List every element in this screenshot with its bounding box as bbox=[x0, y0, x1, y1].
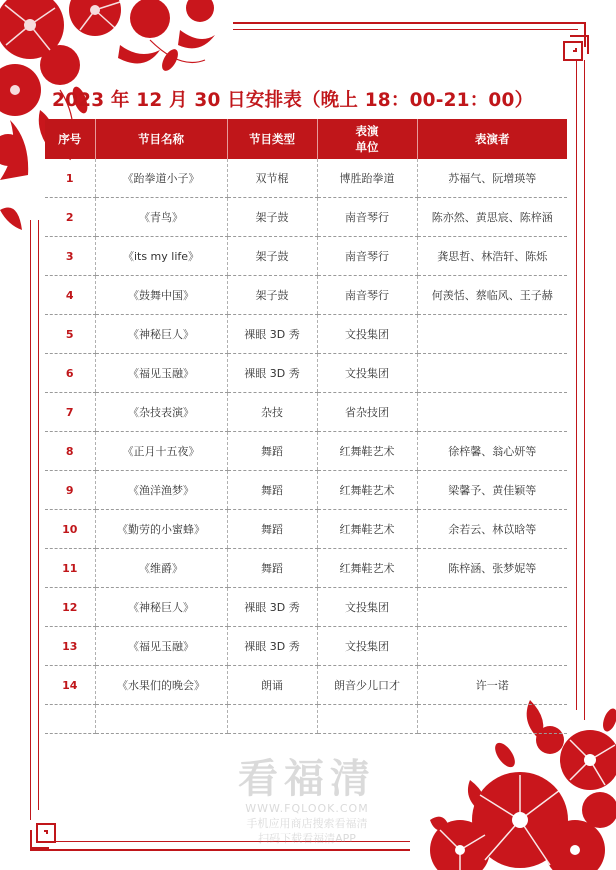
table-row bbox=[45, 276, 567, 315]
table-row bbox=[45, 393, 567, 432]
table-row bbox=[45, 549, 567, 588]
header-performers: 表演者 bbox=[417, 119, 567, 159]
cell-performers bbox=[417, 315, 567, 354]
cell-index: 11 bbox=[45, 549, 95, 588]
watermark-line-2: 扫码下载看福清APP bbox=[258, 832, 356, 845]
cell-program-type: 裸眼 3D 秀 bbox=[227, 354, 317, 393]
cell-program-name: 《维爵》 bbox=[95, 549, 227, 588]
cell-performers bbox=[417, 588, 567, 627]
cell-performing-unit: 文投集团 bbox=[317, 354, 417, 393]
corner-ornament-icon bbox=[27, 818, 61, 852]
watermark-brand: 看福清 bbox=[238, 756, 376, 802]
cell-performers bbox=[417, 354, 567, 393]
cell-program-name: 《神秘巨人》 bbox=[95, 315, 227, 354]
cell-program-name: 《青鸟》 bbox=[95, 198, 227, 237]
header-index: 序号 bbox=[45, 119, 95, 159]
cell-performers: 余若云、林苡晗等 bbox=[417, 510, 567, 549]
cell-performers: 徐梓馨、翁心妍等 bbox=[417, 432, 567, 471]
frame-line-top bbox=[233, 22, 585, 24]
page-title: 2023 年 12 月 30 日安排表（晚上 18：00-21：00） bbox=[52, 90, 534, 111]
table-row bbox=[45, 198, 567, 237]
table-row bbox=[45, 315, 567, 354]
cell-index: 10 bbox=[45, 510, 95, 549]
cell-performing-unit: 红舞鞋艺术 bbox=[317, 549, 417, 588]
cell-program-type: 舞蹈 bbox=[227, 471, 317, 510]
frame-line-top-inner bbox=[233, 29, 578, 30]
frame-line-bottom bbox=[30, 849, 410, 851]
table-row bbox=[45, 432, 567, 471]
cell-program-name: 《勤劳的小蜜蜂》 bbox=[95, 510, 227, 549]
cell-performing-unit: 文投集团 bbox=[317, 627, 417, 666]
cell-program-type: 裸眼 3D 秀 bbox=[227, 627, 317, 666]
cell-index: 8 bbox=[45, 432, 95, 471]
watermark-url: WWW.FQLOOK.COM bbox=[245, 802, 369, 815]
cell-performing-unit: 朗音少儿口才 bbox=[317, 666, 417, 705]
cell-program-type: 舞蹈 bbox=[227, 510, 317, 549]
cell-program-name: 《跆拳道小子》 bbox=[95, 159, 227, 198]
frame-line-right-outer bbox=[584, 60, 585, 720]
cell-index: 13 bbox=[45, 627, 95, 666]
cell-performers: 许一诺 bbox=[417, 666, 567, 705]
cell-index: 9 bbox=[45, 471, 95, 510]
cell-index: 6 bbox=[45, 354, 95, 393]
cell-index: 5 bbox=[45, 315, 95, 354]
cell-empty bbox=[95, 705, 227, 734]
cell-empty bbox=[317, 705, 417, 734]
cell-empty bbox=[417, 705, 567, 734]
cell-index: 1 bbox=[45, 159, 95, 198]
cell-program-type: 架子鼓 bbox=[227, 198, 317, 237]
cell-program-type: 裸眼 3D 秀 bbox=[227, 315, 317, 354]
table-row bbox=[45, 588, 567, 627]
cell-program-name: 《神秘巨人》 bbox=[95, 588, 227, 627]
corner-ornament-icon bbox=[560, 32, 592, 64]
table-row bbox=[45, 159, 567, 198]
cell-program-type: 架子鼓 bbox=[227, 276, 317, 315]
cell-performers: 苏福气、阮增瑛等 bbox=[417, 159, 567, 198]
cell-program-type: 舞蹈 bbox=[227, 432, 317, 471]
cell-performing-unit: 文投集团 bbox=[317, 315, 417, 354]
cell-performing-unit: 南音琴行 bbox=[317, 237, 417, 276]
cell-index: 4 bbox=[45, 276, 95, 315]
cell-program-type: 裸眼 3D 秀 bbox=[227, 588, 317, 627]
cell-performing-unit: 南音琴行 bbox=[317, 198, 417, 237]
cell-performing-unit: 红舞鞋艺术 bbox=[317, 432, 417, 471]
cell-program-name: 《鼓舞中国》 bbox=[95, 276, 227, 315]
cell-performing-unit: 红舞鞋艺术 bbox=[317, 471, 417, 510]
cell-program-type: 双节棍 bbox=[227, 159, 317, 198]
cell-program-name: 《渔洋渔梦》 bbox=[95, 471, 227, 510]
cell-performers: 梁馨予、黄佳颖等 bbox=[417, 471, 567, 510]
cell-program-name: 《福见玉融》 bbox=[95, 354, 227, 393]
cell-performing-unit: 红舞鞋艺术 bbox=[317, 510, 417, 549]
table-row bbox=[45, 354, 567, 393]
cell-performers: 龚思哲、林浩轩、陈烁 bbox=[417, 237, 567, 276]
cell-performers: 陈梓涵、张梦妮等 bbox=[417, 549, 567, 588]
cell-performers bbox=[417, 393, 567, 432]
cell-empty bbox=[45, 705, 95, 734]
cell-performing-unit: 博胜跆拳道 bbox=[317, 159, 417, 198]
cell-program-type: 朗诵 bbox=[227, 666, 317, 705]
cell-performers: 陈亦然、黄思宸、陈梓涵 bbox=[417, 198, 567, 237]
cell-program-type: 架子鼓 bbox=[227, 237, 317, 276]
frame-line-right-long bbox=[576, 60, 577, 710]
header-program-type: 节目类型 bbox=[227, 119, 317, 159]
cell-program-name: 《正月十五夜》 bbox=[95, 432, 227, 471]
table-row bbox=[45, 627, 567, 666]
cell-performing-unit: 文投集团 bbox=[317, 588, 417, 627]
cell-performers: 何羡恬、蔡临风、王子赫 bbox=[417, 276, 567, 315]
cell-performers bbox=[417, 627, 567, 666]
cell-index: 14 bbox=[45, 666, 95, 705]
frame-line-left bbox=[30, 220, 31, 820]
table-header-row bbox=[45, 119, 567, 159]
table-row-empty bbox=[45, 705, 567, 734]
cell-index: 7 bbox=[45, 393, 95, 432]
cell-index: 2 bbox=[45, 198, 95, 237]
table-row bbox=[45, 471, 567, 510]
cell-empty bbox=[227, 705, 317, 734]
frame-line-left-inner bbox=[38, 220, 39, 810]
watermark bbox=[222, 756, 392, 846]
cell-program-type: 杂技 bbox=[227, 393, 317, 432]
cell-index: 3 bbox=[45, 237, 95, 276]
cell-index: 12 bbox=[45, 588, 95, 627]
table-row bbox=[45, 237, 567, 276]
cell-program-name: 《杂技表演》 bbox=[95, 393, 227, 432]
cell-program-name: 《水果们的晚会》 bbox=[95, 666, 227, 705]
watermark-line-1: 手机应用商店搜索看福清 bbox=[246, 817, 368, 830]
cell-performing-unit: 省杂技团 bbox=[317, 393, 417, 432]
table-row bbox=[45, 666, 567, 705]
table-row bbox=[45, 510, 567, 549]
cell-performing-unit: 南音琴行 bbox=[317, 276, 417, 315]
cell-program-name: 《its my life》 bbox=[95, 237, 227, 276]
header-program-name: 节目名称 bbox=[95, 119, 227, 159]
header-performing-unit: 表演 单位 bbox=[317, 119, 417, 159]
cell-program-name: 《福见玉融》 bbox=[95, 627, 227, 666]
cell-program-type: 舞蹈 bbox=[227, 549, 317, 588]
schedule-table bbox=[45, 119, 567, 734]
